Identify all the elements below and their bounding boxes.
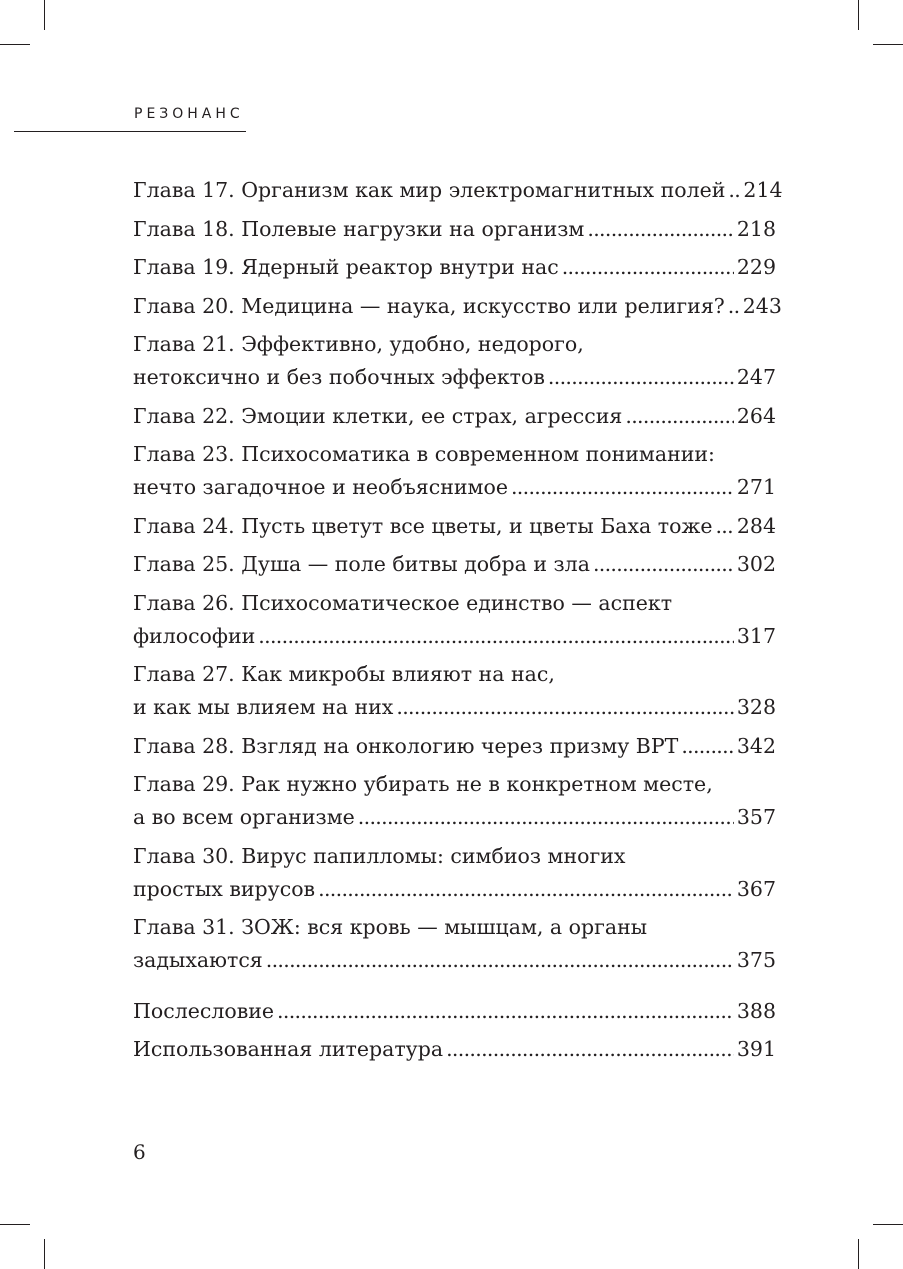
toc-page-number: 271 (736, 475, 776, 499)
toc-entry (133, 730, 776, 763)
toc-entry-title-line: Глава 27. Как микробы влияют на нас, (133, 662, 555, 686)
section-gap (133, 983, 776, 995)
toc-entry (133, 548, 776, 581)
crop-mark (44, 0, 45, 30)
toc-page-number: 388 (736, 998, 776, 1023)
dot-leader (548, 361, 734, 394)
dot-leader (358, 801, 734, 834)
toc-entry-title-line: Глава 28. Взгляд на онкологию через призму ВРТ (133, 733, 679, 758)
crop-mark (0, 44, 30, 45)
crop-mark (858, 1239, 859, 1269)
crop-mark (873, 1224, 903, 1225)
toc-entry (133, 251, 776, 284)
toc-entry (133, 658, 776, 724)
dot-leader (277, 995, 734, 1028)
dot-leader (258, 620, 734, 653)
toc-entry (133, 1033, 776, 1066)
dot-leader (266, 944, 734, 977)
toc-entry-title-line: задыхаются (133, 948, 263, 972)
toc-entry (133, 768, 776, 834)
toc-page-number: 375 (736, 948, 776, 972)
toc-entry (133, 587, 776, 653)
toc-entry-title-line: Глава 30. Вирус папилломы: симбиоз многих (133, 843, 626, 868)
toc-entry-title-line: Глава 20. Медицина — наука, искусство или религия? (133, 293, 725, 318)
crop-mark (858, 0, 859, 30)
toc-entry-title-line: нетоксично и без побочных эффектов (133, 365, 545, 389)
toc-entry (133, 174, 783, 207)
toc-entry (133, 290, 782, 323)
dot-leader (446, 1033, 734, 1066)
toc-entry-title-line: и как мы влияем на них (133, 695, 394, 719)
toc-entry-title-line: Глава 26. Психосоматическое единство — аспект (133, 590, 673, 615)
dot-leader (715, 510, 733, 543)
toc-page-number: 284 (736, 513, 776, 538)
toc-entry-title-line: Глава 29. Рак нужно убирать не в конкретном месте, (133, 772, 713, 796)
toc-entry (133, 911, 776, 977)
crop-mark (0, 1224, 30, 1225)
toc-entry (133, 995, 776, 1028)
table-of-contents (133, 174, 783, 1072)
dot-leader (681, 730, 734, 763)
toc-page-number: 302 (736, 552, 776, 576)
toc-entry-title-line: Глава 17. Организм как мир электромагнитных полей (133, 178, 726, 202)
toc-entry-title-line: простых вирусов (133, 876, 316, 901)
toc-entry (133, 438, 776, 504)
toc-page-number: 357 (736, 805, 776, 829)
toc-entry-title-line: Глава 19. Ядерный реактор внутри нас (133, 255, 559, 279)
toc-page-number: 229 (736, 255, 776, 279)
toc-entry (133, 840, 776, 906)
dot-leader (318, 873, 734, 906)
toc-page-number: 218 (736, 216, 776, 241)
toc-page-number: 328 (736, 695, 776, 719)
toc-page-number: 247 (736, 365, 776, 389)
running-head: РЕЗОНАНС (134, 106, 244, 122)
toc-page-number: 243 (742, 293, 782, 318)
toc-entry-title-line: нечто загадочное и необъяснимое (133, 475, 508, 499)
toc-page-number: 264 (736, 403, 776, 428)
dot-leader (728, 290, 740, 323)
toc-entry-title-line: Использованная литература (133, 1037, 444, 1061)
toc-entry-title-line: а во всем организме (133, 805, 355, 829)
crop-mark (873, 44, 903, 45)
toc-page-number: 342 (736, 733, 776, 758)
toc-entry-title-line: Глава 25. Душа — поле битвы добра и зла (133, 552, 590, 576)
crop-mark (44, 1239, 45, 1269)
dot-leader (396, 691, 733, 724)
dot-leader (562, 251, 734, 284)
toc-page-number: 214 (743, 178, 783, 202)
toc-entry-title-line: Глава 23. Психосоматика в современном понимании: (133, 442, 715, 466)
toc-entry-title-line: Глава 31. ЗОЖ: вся кровь — мышцам, а органы (133, 915, 648, 939)
dot-leader (587, 213, 733, 246)
toc-entry-title-line: Глава 22. Эмоции клетки, ее страх, агрессия (133, 403, 623, 428)
dot-leader (728, 174, 740, 207)
toc-entry-title-line: Послесловие (133, 998, 275, 1023)
toc-entry (133, 213, 776, 246)
toc-entry (133, 400, 776, 433)
toc-entry (133, 328, 776, 394)
toc-entry-title-line: Глава 18. Полевые нагрузки на организм (133, 216, 585, 241)
toc-page-number: 367 (736, 876, 776, 901)
page-number: 6 (133, 1140, 146, 1164)
toc-entry-title-line: Глава 24. Пусть цветут все цветы, и цветы Баха тоже (133, 513, 713, 538)
toc-page-number: 391 (736, 1037, 776, 1061)
dot-leader (511, 471, 734, 504)
toc-entry (133, 510, 776, 543)
running-head-rule (14, 131, 246, 132)
toc-entry-title-line: Глава 21. Эффективно, удобно, недорого, (133, 332, 584, 356)
toc-page-number: 317 (736, 623, 776, 648)
toc-entry-title-line: философии (133, 623, 256, 648)
dot-leader (593, 548, 734, 581)
dot-leader (625, 400, 734, 433)
